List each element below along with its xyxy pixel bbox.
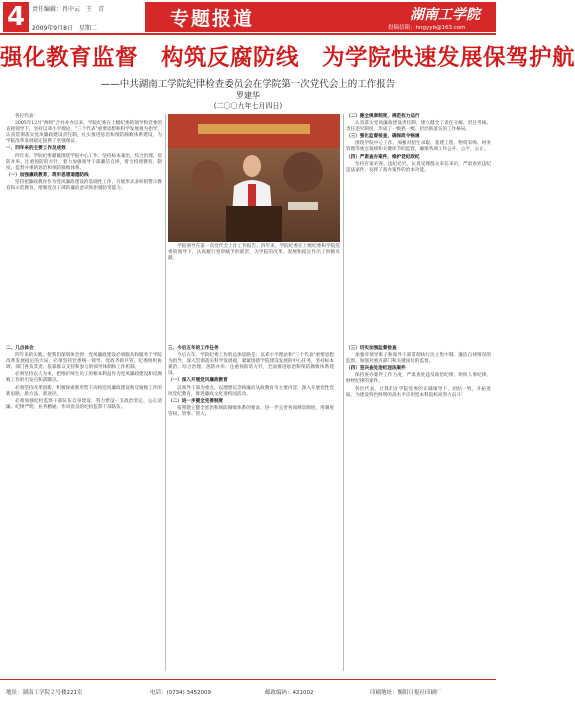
article-headline: 强化教育监督 构筑反腐防线 为学院快速发展保驾护航: [0, 45, 575, 71]
text-column-5: [346, 346, 491, 671]
paragraph: 必须加强纪检监察干部队伍自身建设，努力建设一支政治坚定、公正清廉、纪律严明、业务精通、作风优良的纪检监察干部队伍。: [6, 398, 162, 410]
section-heading: （四）坚决查处违纪违法案件: [346, 366, 406, 372]
paragraph: 以领导干部为重点，以理想信念和廉洁从政教育为主要内容，深入开展党性党风党纪教育，推进廉政文化进校园活动。: [168, 385, 334, 397]
paragraph: 坚持有案必查、违纪必究，认真受理群众来信来访，严肃查处违纪违法案件，发挥了查办案件的治本功能。: [346, 161, 491, 173]
page-header: [0, 0, 496, 34]
footer-printer: 印刷地址：衡阳日报社印刷厂: [370, 690, 442, 696]
paragraph: 按照建立健全惩治和预防腐败体系的要求，进一步完善各项规章制度，用制度管权、管事、管人。: [168, 405, 334, 417]
footer-phone: 电话：(0734) 3452009: [150, 690, 212, 696]
section-heading: 一、四年来的主要工作及成效: [6, 146, 66, 152]
paragraph: 加强对领导班子和领导干部贯彻执行民主集中制、廉洁自律情况的监督，加强对重点部门和关键岗位的监督。: [346, 353, 491, 365]
page-footer: [0, 679, 496, 703]
submission-email: 投稿信箱：hngyyb@163.com: [388, 25, 466, 31]
paragraph: 四年来的实践，使我们深刻体会到：党风廉政建设必须服从和服务于学院改革发展稳定的大局，必须坚持党委统一领导、党政齐抓共管、纪委组织协调、部门各负其责、依靠群众支持和参与的领导体制和工作机制。: [6, 353, 163, 371]
section-heading: （二）健全规章制度，规范权力运行: [346, 114, 420, 119]
column-divider: [343, 114, 344, 671]
text-column-3: [6, 346, 162, 671]
section-heading: 三、今后五年的工作任务: [168, 346, 219, 351]
article-date: (二〇〇九年七月四日): [213, 102, 283, 110]
paragraph: 必须坚持以人为本，把维护师生员工的根本利益作为党风廉政建设和反腐败工作的出发点和落脚点。: [6, 372, 163, 384]
footer-postcode: 邮政编码：421002: [265, 690, 314, 696]
article-author: 罗建华: [236, 91, 260, 100]
text-column-2: [346, 114, 491, 342]
paragraph: 学院领导在第一次党代会上作工作报告。四年来，学院纪委在上级纪委和学院党委的领导下，认真履行党章赋予的职责，为学院的改革、发展和稳定作出了积极贡献。: [168, 244, 340, 262]
paragraph: 必须坚持改革创新，积极探索新形势下高校党风廉政建设和反腐败工作的新思路、新方法、新途径。: [6, 385, 163, 397]
text-column-4: [168, 346, 334, 671]
photo-illustration: [168, 114, 340, 242]
section-heading: （三）强化监督检查，确保政令畅通: [346, 134, 420, 140]
paragraph: 各位代表：: [15, 114, 38, 119]
article-subtitle: ——中共湖南工学院纪律检查委员会在学院第一次党代会上的工作报告: [100, 79, 396, 90]
paragraph: 各位代表，让我们在学院党委的正确领导下，团结一致，开拓进取，为建设特色鲜明的高水平应用型本科院校而努力奋斗！: [346, 386, 491, 398]
paragraph: 今后五年，学院纪委工作的总体思路是：以邓小平理论和"三个代表"重要思想为指导，深入贯彻落实科学发展观，紧紧围绕学院建设发展的中心任务，坚持标本兼治、综合治理、惩防并举、注重预防的方针，全面推进惩治和预防腐败体系建设。: [168, 353, 334, 377]
section-title: 专题报道: [170, 8, 255, 30]
photo-caption-text: [168, 244, 340, 342]
section-heading: （一）加强廉政教育，筑牢思想道德防线: [6, 172, 89, 178]
section-heading: （二）进一步健全完善制度: [168, 398, 224, 404]
section-heading: （四）严肃查办案件，维护党纪政纪: [346, 154, 420, 160]
text-column-1: [6, 114, 162, 342]
section-heading: （三）切实加强监督检查: [346, 346, 397, 351]
paragraph: 四年来，学院纪委紧紧围绕学院中心工作，坚持标本兼治、综合治理、惩防并举、注重预防的方针，着力加强领导干部廉洁自律，着力构建教育、制度、监督并重的惩治和预防腐败体系。: [6, 153, 163, 171]
paragraph: 保持查办案件工作力度，严肃查处违反政治纪律、组织人事纪律、财经纪律的案件。: [346, 373, 491, 385]
issue-date: 2009年9月8日 星期二: [32, 25, 97, 32]
paragraph: 认真落实党风廉政建设责任制，建立健全了责任分解、责任考核、责任追究制度，形成了一级抓一级、层层抓落实的工作格局。: [346, 121, 491, 133]
section-heading: （一）深入开展党风廉政教育: [168, 378, 228, 384]
newspaper-brand: 湖南工学院: [410, 7, 480, 23]
header-rule: [0, 33, 496, 35]
speaker-photo: [168, 114, 340, 242]
footer-address: 地址：湖南工学院２号楼221室: [6, 690, 83, 696]
page-number: 4: [3, 2, 29, 32]
column-divider: [165, 114, 166, 671]
section-heading: 二、几点体会: [6, 346, 34, 351]
editor-line: 责任编辑：肖中云 王 青: [32, 6, 105, 13]
paragraph: 围绕学院中心工作，加强对招生录取、基建工程、物资采购、财务管理等重点领域和关键环节的监督，确保各项工作公开、公平、公正。: [346, 141, 491, 153]
paragraph: 2005年12月"两校"合并并办以来，学院纪委在上级纪委的领导和党委的直接领导下，坚持以邓小平理论、"三个代表"重要思想和科学发展观为指导，认真贯彻落实党风廉政建设责任制，扎实推进惩治和预防腐败体系建设，为学院改革发展稳定提供了坚强保证。: [6, 121, 162, 145]
paragraph: 坚持把廉政教育作为党风廉政建设的基础性工作，开展形式多样的警示教育和示范教育，增强党员干部的廉洁意识和拒腐防变能力。: [6, 179, 163, 192]
